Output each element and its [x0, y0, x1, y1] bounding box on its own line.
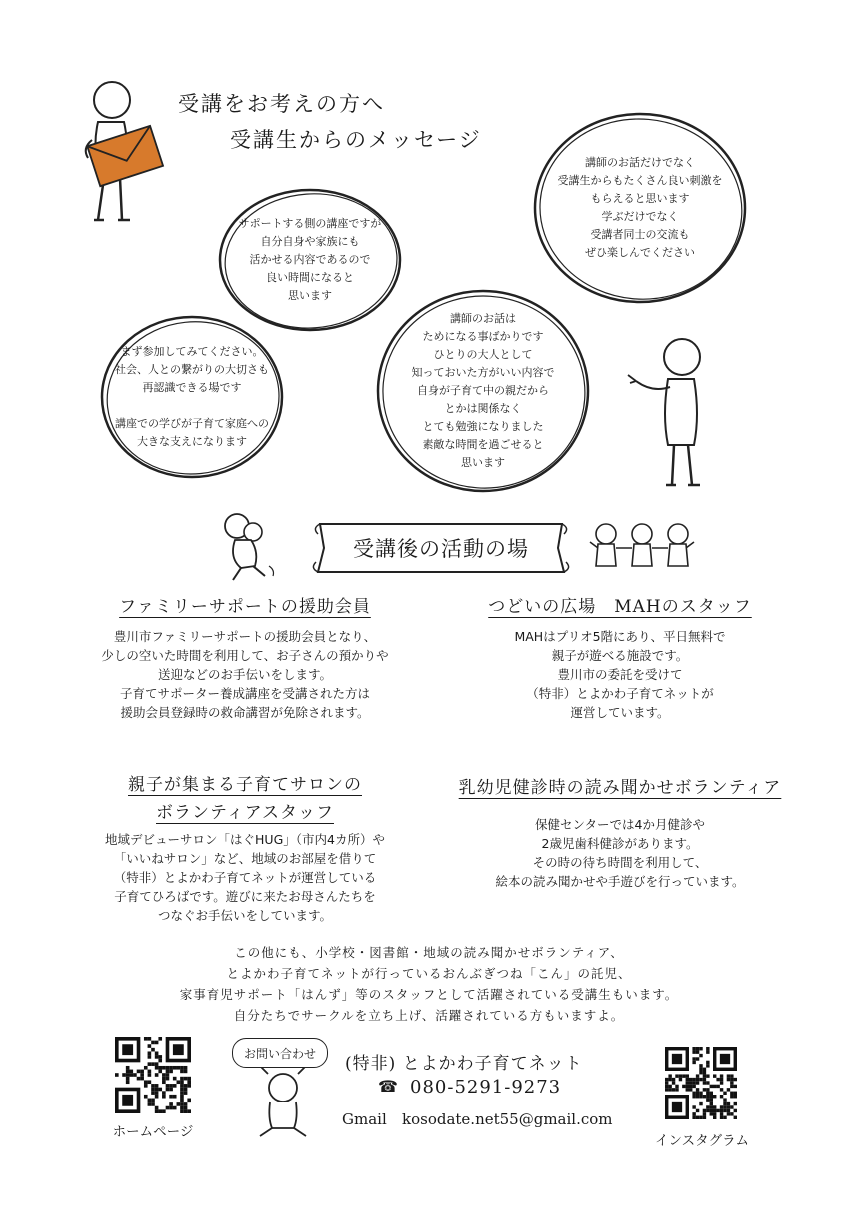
bubble-center-line: とても勉強になりました: [422, 420, 544, 433]
salon-body: [40, 830, 450, 925]
checkup-body: [430, 815, 810, 891]
salon-body-line: 「いいねサロン」など、地域のお部屋を借りて: [113, 851, 377, 866]
bubble-support-line: サポートする側の講座ですが: [238, 217, 382, 230]
bubble-center-line: 思います: [461, 456, 505, 469]
tsudoi-body-line: MAHはプリオ5階にあり、平日無料で: [514, 629, 726, 644]
salon-heading-line2: ボランティアスタッフ: [156, 803, 334, 823]
checkup-body-line: 2歳児歯科健診があります。: [541, 836, 699, 851]
bubble-left-line: [190, 397, 194, 415]
homepage-label[interactable]: ホームページ: [112, 1124, 194, 1140]
family-support-body-line: 少しの空いた時間を利用して、お子さんの預かりや: [101, 648, 389, 663]
bubble-center-text: [412, 310, 555, 472]
family-support-body-line: 援助会員登録時の救命講習が免除されます。: [120, 705, 370, 720]
salon-body-line: つなぐお手伝いをしています。: [157, 908, 332, 923]
note-line: この他にも、小学校・図書館・地域の読み聞かせボランティア、: [234, 945, 624, 960]
three-people-illustration: [588, 522, 696, 572]
note-line: 自分たちでサークルを立ち上げ、活躍されている方もいますよ。: [233, 1008, 625, 1023]
bubble-teacher-top-line: もらえると思います: [590, 192, 690, 205]
homepage-qr-code[interactable]: [115, 1037, 191, 1113]
tsudoi-body-line: 運営しています。: [570, 705, 670, 720]
bubble-left-text: [115, 343, 269, 451]
other-activities-note: [0, 942, 858, 1026]
salon-body-line: （特非）とよかわ子育てネットが運営している: [113, 870, 377, 885]
bubble-center-line: ためになる事ばかりです: [422, 330, 544, 343]
bubble-teacher-top: [540, 120, 740, 296]
page-title-line2: 受講生からのメッセージ: [230, 128, 482, 152]
email-address[interactable]: kosodate.net55@gmail.com: [402, 1110, 613, 1128]
tsudoi-body-line: （特非）とよかわ子育てネットが: [526, 686, 714, 701]
checkup-body-line: その時の待ち時間を利用して、: [532, 855, 708, 870]
telephone-icon: ☎: [378, 1077, 398, 1096]
bubble-center: [383, 296, 583, 486]
family-support-body-line: 送迎などのお手伝いをします。: [157, 667, 332, 682]
tsudoi-body-line: 豊川市の委託を受けて: [557, 667, 683, 682]
family-support-heading: ファミリーサポートの援助会員: [119, 597, 371, 617]
organization-name: (特非) とよかわ子育てネット: [345, 1054, 583, 1074]
instagram-label[interactable]: インスタグラム: [655, 1133, 749, 1149]
checkup-heading: 乳幼児健診時の読み聞かせボランティア: [458, 778, 782, 798]
family-support-body-line: 子育てサポーター養成講座を受講された方は: [119, 686, 370, 701]
bubble-support-line: 思います: [287, 289, 332, 302]
person-envelope-illustration: [78, 78, 178, 228]
bubble-left-line: 講座での学びが子育て家庭への: [115, 417, 269, 430]
email-label: Gmail: [342, 1110, 387, 1128]
bubble-support-line: 自分自身や家族にも: [260, 235, 360, 248]
bubble-center-line: 知っておいた方がいい内容で: [411, 366, 555, 379]
contact-badge: お問い合わせ: [232, 1038, 328, 1068]
phone-number[interactable]: 080-5291-9273: [410, 1077, 562, 1098]
bubble-teacher-top-line: 講師のお話だけでなく: [585, 156, 695, 169]
bubble-teacher-top-line: 受講者同士の交流も: [590, 228, 690, 241]
tsudoi-heading: つどいの広場 MAHのスタッフ: [488, 597, 752, 617]
bubble-teacher-top-text: [558, 154, 723, 262]
checkup-body-line: 保健センターでは4か月健診や: [535, 817, 705, 832]
salon-body-line: 子育てひろばです。遊びに来たお母さんたちを: [114, 889, 376, 904]
bubble-center-line: 素敵な時間を過ごせると: [422, 438, 544, 451]
bubble-left-line: 再認識できる場です: [142, 381, 242, 394]
note-line: 家事育児サポート「はんず」等のスタッフとして活躍されている受講生もいます。: [179, 987, 679, 1002]
bubble-center-line: ひとりの大人として: [433, 348, 533, 361]
salon-heading-line1: 親子が集まる子育てサロンの: [128, 775, 362, 795]
tsudoi-body: [420, 627, 820, 722]
bubble-support: [225, 195, 395, 325]
bubble-teacher-top-line: 受講生からもたくさん良い刺激を: [557, 174, 723, 187]
checkup-body-line: 絵本の読み聞かせや手遊びを行っています。: [495, 874, 745, 889]
running-child-illustration: [215, 510, 285, 585]
bubble-center-line: とかは関係なく: [444, 402, 522, 415]
bubble-support-text: [239, 215, 382, 305]
note-line: とよかわ子育てネットが行っているおんぶぎつね「こん」の託児、: [226, 966, 632, 981]
bubble-left-line: まず参加してみてください。: [120, 345, 264, 358]
bubble-support-line: 良い時間になると: [265, 271, 354, 284]
bubble-center-line: 講師のお話は: [450, 312, 516, 325]
bubble-left-line: 社会、人との繋がりの大切さも: [115, 363, 269, 376]
family-support-body: [40, 627, 450, 722]
presenting-person-illustration: [622, 335, 722, 495]
activities-banner-title: 受講後の活動の場: [353, 537, 529, 561]
bubble-teacher-top-line: 学ぶだけでなく: [601, 210, 679, 223]
page-title-line1: 受講をお考えの方へ: [178, 92, 385, 116]
tsudoi-body-line: 親子が遊べる施設です。: [551, 648, 689, 663]
family-support-body-line: 豊川市ファミリーサポートの援助会員となり、: [113, 629, 377, 644]
bubble-left-line: 大きな支えになります: [137, 435, 247, 448]
salon-body-line: 地域デビューサロン「はぐHUG」（市内4カ所）や: [105, 832, 385, 847]
instagram-qr-code[interactable]: [665, 1047, 737, 1119]
bubble-teacher-top-line: ぜひ楽しんでください: [585, 246, 695, 259]
bubble-left: [105, 322, 279, 472]
bubble-support-line: 活かせる内容であるので: [249, 253, 371, 266]
bubble-center-line: 自身が子育て中の親だから: [417, 384, 549, 397]
